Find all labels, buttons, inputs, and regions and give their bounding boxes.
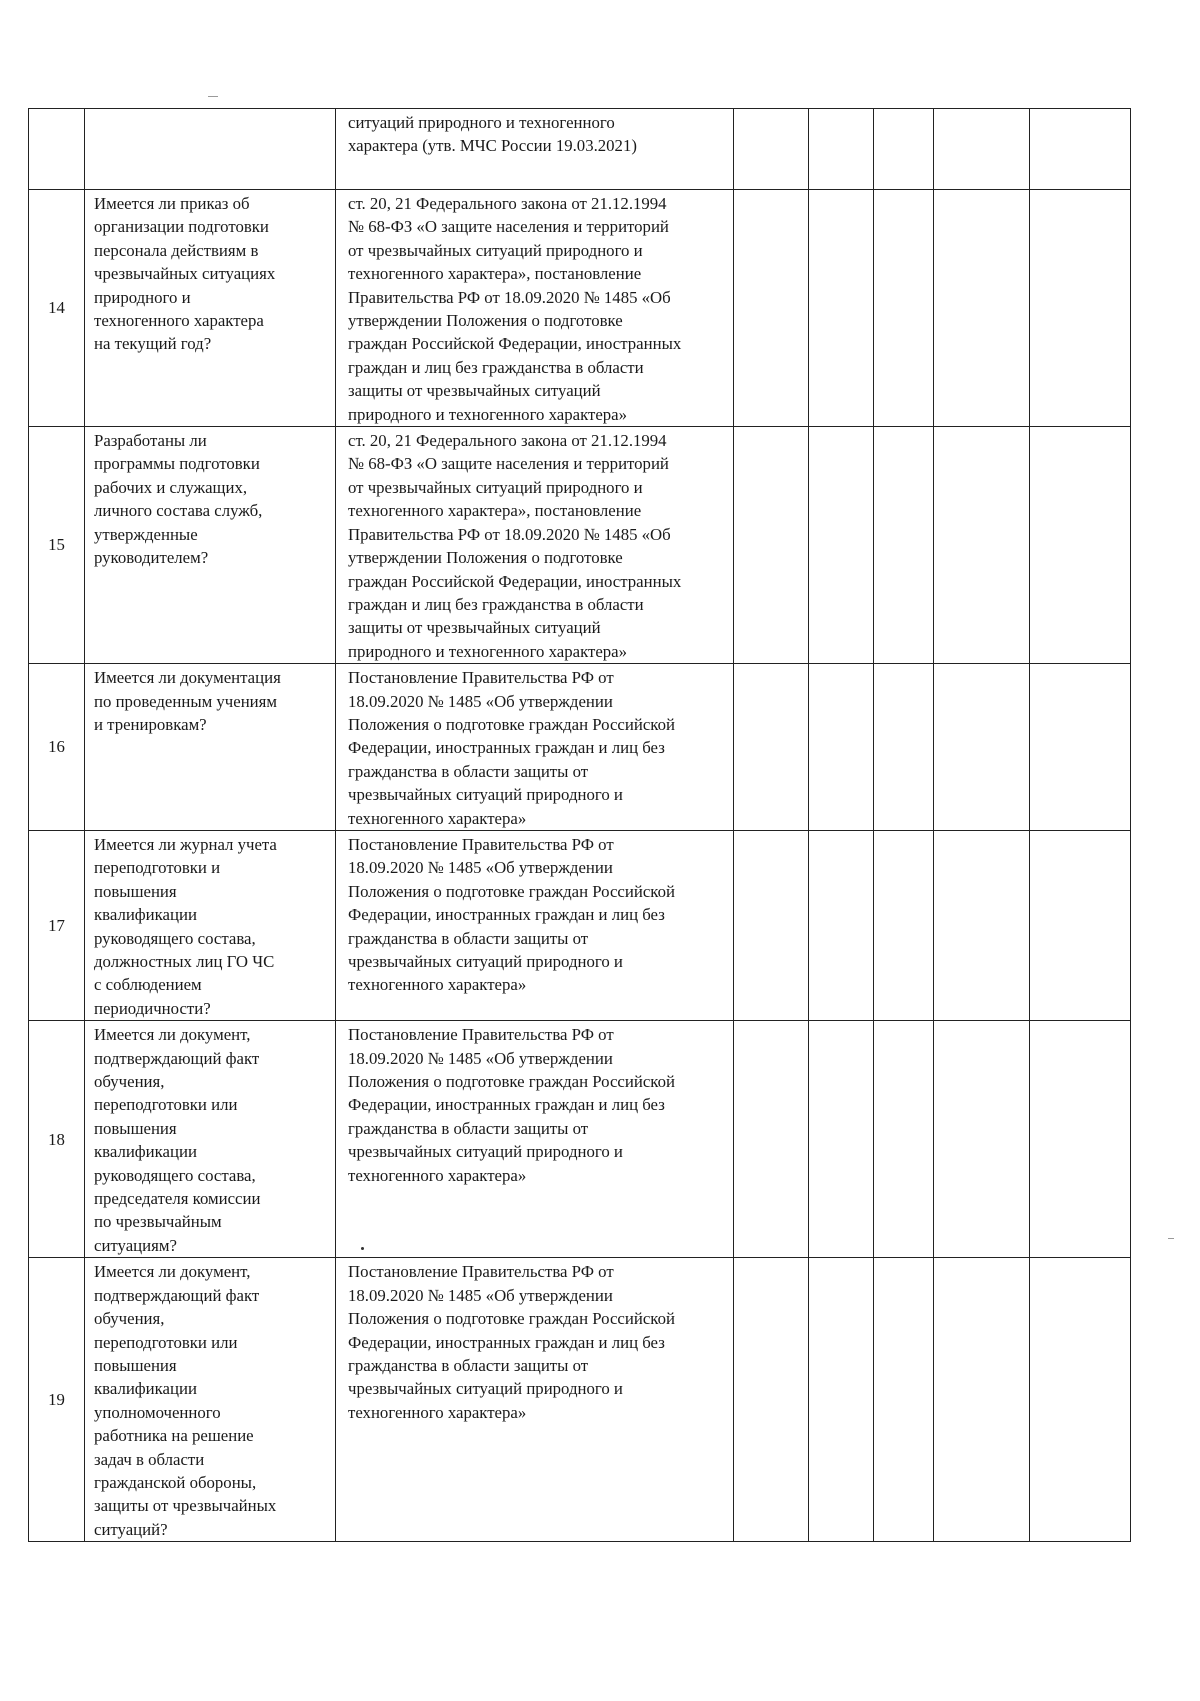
empty-cell[interactable] bbox=[734, 1258, 809, 1542]
empty-cell[interactable] bbox=[809, 664, 874, 831]
empty-cell[interactable] bbox=[934, 190, 1030, 427]
empty-cell[interactable] bbox=[874, 190, 934, 427]
empty-cell[interactable] bbox=[734, 664, 809, 831]
row-number: 15 bbox=[29, 427, 85, 664]
table-row bbox=[29, 109, 1131, 190]
empty-cell[interactable] bbox=[934, 1021, 1030, 1258]
empty-cell[interactable] bbox=[874, 427, 934, 664]
question-cell: Имеется ли документ, подтверждающий факт обучения, переподготовки или повышения квалификации руководящего состава, председателя комиссии по чрезвычайным ситуациям? bbox=[85, 1021, 336, 1258]
scan-dot bbox=[361, 1247, 364, 1250]
empty-cell[interactable] bbox=[1030, 109, 1131, 190]
empty-cell[interactable] bbox=[734, 830, 809, 1020]
empty-cell[interactable] bbox=[809, 190, 874, 427]
row-number: 18 bbox=[29, 1021, 85, 1258]
scan-speck bbox=[1168, 1238, 1174, 1239]
checklist-table bbox=[28, 108, 1131, 1542]
question-cell: Имеется ли документ, подтверждающий факт обучения, переподготовки или повышения квалификации уполномоченного работника на решение задач в области гражданской обороны, защиты от чрезвычайных ситуаций? bbox=[85, 1258, 336, 1542]
empty-cell[interactable] bbox=[734, 1021, 809, 1258]
row-number: 16 bbox=[29, 664, 85, 831]
question-cell: Имеется ли журнал учета переподготовки и повышения квалификации руководящего состава, должностных лиц ГО ЧС с соблюдением периодичности? bbox=[85, 830, 336, 1020]
empty-cell[interactable] bbox=[1030, 1258, 1131, 1542]
empty-cell[interactable] bbox=[934, 109, 1030, 190]
question-cell: Имеется ли документация по проведенным учениям и тренировкам? bbox=[85, 664, 336, 831]
empty-cell[interactable] bbox=[874, 830, 934, 1020]
empty-cell[interactable] bbox=[934, 427, 1030, 664]
table-row bbox=[29, 190, 1131, 427]
empty-cell[interactable] bbox=[734, 190, 809, 427]
empty-cell[interactable] bbox=[934, 1258, 1030, 1542]
empty-cell[interactable] bbox=[874, 1021, 934, 1258]
empty-cell[interactable] bbox=[734, 109, 809, 190]
empty-cell[interactable] bbox=[1030, 664, 1131, 831]
empty-cell[interactable] bbox=[874, 664, 934, 831]
empty-cell[interactable] bbox=[809, 109, 874, 190]
table-row bbox=[29, 1021, 1131, 1258]
row-number bbox=[29, 109, 85, 190]
reference-cell: Постановление Правительства РФ от 18.09.2020 № 1485 «Об утверждении Положения о подготовке граждан Российской Федерации, иностранных граждан и лиц без гражданства в области защиты от чрезвычайных ситуаций природного и техногенного характера» bbox=[336, 664, 734, 831]
reference-cell: ст. 20, 21 Федерального закона от 21.12.1994 № 68-ФЗ «О защите населения и территорий от чрезвычайных ситуаций природного и техногенного характера», постановление Правительства РФ от 18.09.2020 № 1485 «Об утверждении Положения о подготовке граждан Российской Федерации, иностранных граждан и лиц без гражданства в области защиты от чрезвычайных ситуаций природного и техногенного характера» bbox=[336, 190, 734, 427]
empty-cell[interactable] bbox=[734, 427, 809, 664]
reference-cell: Постановление Правительства РФ от 18.09.2020 № 1485 «Об утверждении Положения о подготовке граждан Российской Федерации, иностранных граждан и лиц без гражданства в области защиты от чрезвычайных ситуаций природного и техногенного характера» bbox=[336, 830, 734, 1020]
table-row bbox=[29, 1258, 1131, 1542]
empty-cell[interactable] bbox=[1030, 190, 1131, 427]
row-number: 14 bbox=[29, 190, 85, 427]
empty-cell[interactable] bbox=[809, 1021, 874, 1258]
empty-cell[interactable] bbox=[934, 830, 1030, 1020]
empty-cell[interactable] bbox=[1030, 1021, 1131, 1258]
empty-cell[interactable] bbox=[934, 664, 1030, 831]
empty-cell[interactable] bbox=[1030, 427, 1131, 664]
reference-cell: Постановление Правительства РФ от 18.09.2020 № 1485 «Об утверждении Положения о подготовке граждан Российской Федерации, иностранных граждан и лиц без гражданства в области защиты от чрезвычайных ситуаций природного и техногенного характера» bbox=[336, 1258, 734, 1542]
reference-cell: Постановление Правительства РФ от 18.09.2020 № 1485 «Об утверждении Положения о подготовке граждан Российской Федерации, иностранных граждан и лиц без гражданства в области защиты от чрезвычайных ситуаций природного и техногенного характера» bbox=[336, 1021, 734, 1258]
row-number: 19 bbox=[29, 1258, 85, 1542]
empty-cell[interactable] bbox=[874, 1258, 934, 1542]
question-cell: Разработаны ли программы подготовки рабочих и служащих, личного состава служб, утвержденные руководителем? bbox=[85, 427, 336, 664]
table-row bbox=[29, 664, 1131, 831]
row-number: 17 bbox=[29, 830, 85, 1020]
reference-cell: ситуаций природного и техногенного характера (утв. МЧС России 19.03.2021) bbox=[336, 109, 734, 190]
reference-cell: ст. 20, 21 Федерального закона от 21.12.1994 № 68-ФЗ «О защите населения и территорий от чрезвычайных ситуаций природного и техногенного характера», постановление Правительства РФ от 18.09.2020 № 1485 «Об утверждении Положения о подготовке граждан Российской Федерации, иностранных граждан и лиц без гражданства в области защиты от чрезвычайных ситуаций природного и техногенного характера» bbox=[336, 427, 734, 664]
empty-cell[interactable] bbox=[1030, 830, 1131, 1020]
empty-cell[interactable] bbox=[809, 427, 874, 664]
table-row bbox=[29, 427, 1131, 664]
question-cell bbox=[85, 109, 336, 190]
question-cell: Имеется ли приказ об организации подготовки персонала действиям в чрезвычайных ситуациях природного и техногенного характера на текущий год? bbox=[85, 190, 336, 427]
empty-cell[interactable] bbox=[809, 830, 874, 1020]
table-row bbox=[29, 830, 1131, 1020]
empty-cell[interactable] bbox=[809, 1258, 874, 1542]
empty-cell[interactable] bbox=[874, 109, 934, 190]
scan-speck bbox=[208, 96, 218, 97]
